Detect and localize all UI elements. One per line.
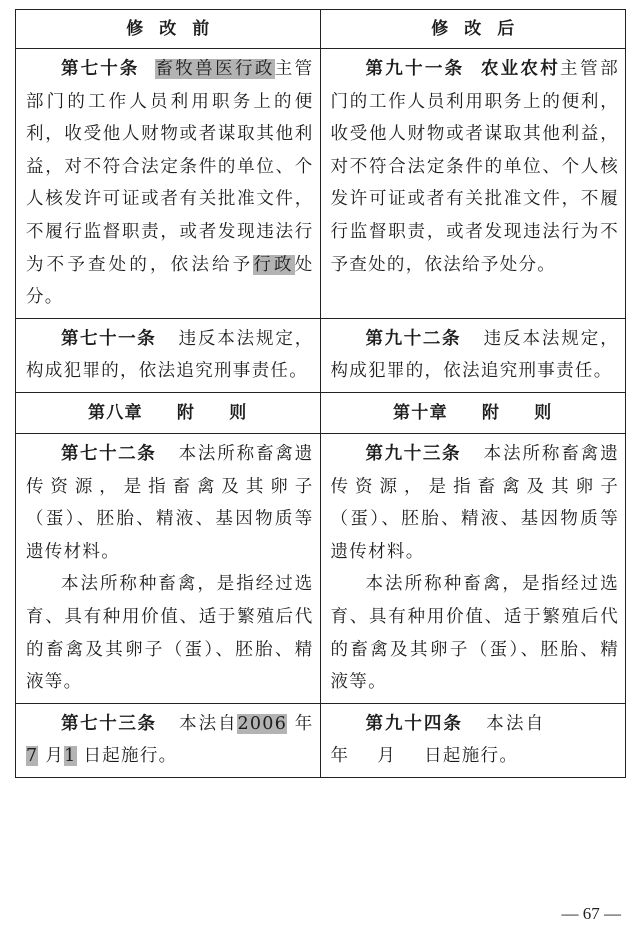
article-cell-after: 第九十一条 农业农村主管部门的工作人员利用职务上的便利，收受他人财物或者谋取其他利益，对不符合法定条件的单位、个人核发许可证或者有关批准文件，不履行监督职责，或者发现违法行为不予查处的，依法给予处分。 bbox=[330, 59, 619, 275]
chapter-heading-before: 第八章 附 则 bbox=[16, 393, 321, 433]
article-number: 第七十一条 bbox=[61, 328, 157, 349]
article-number: 第九十三条 bbox=[365, 443, 462, 464]
highlighted-text: 畜牧兽医行政 bbox=[155, 59, 275, 79]
table-header-row bbox=[16, 10, 625, 49]
paragraph: 本法所称种畜禽，是指经过选育、具有种用价值、适于繁殖后代的畜禽及其卵子（蛋）、胚胎、精液等。 bbox=[26, 574, 314, 693]
article-number: 第七十二条 bbox=[61, 443, 157, 464]
article-cell-before: 第七十三条 本法自2006 年7 月1 日起施行。 bbox=[16, 704, 321, 777]
table-row bbox=[16, 704, 625, 777]
table-row bbox=[16, 434, 625, 704]
chapter-heading-row bbox=[16, 393, 625, 434]
highlighted-day: 1 bbox=[64, 746, 77, 767]
header-after: 修改后 bbox=[431, 19, 531, 39]
highlighted-month: 7 bbox=[26, 746, 39, 767]
comparison-table bbox=[15, 9, 626, 778]
article-cell-after: 第九十三条 本法所称畜禽遗传资源，是指畜禽及其卵子（蛋）、胚胎、精液、基因物质等遗传材料。 本法所称种畜禽，是指经过选育、具有种用价值、适于繁殖后代的畜禽及其卵子（蛋）、胚胎、精液等。 bbox=[321, 434, 626, 703]
article-number: 第七十条 bbox=[61, 59, 140, 79]
article-number: 第七十三条 bbox=[61, 713, 157, 734]
article-cell-after: 第九十二条 违反本法规定，构成犯罪的，依法追究刑事责任。 bbox=[330, 328, 620, 382]
article-number: 第九十四条 bbox=[365, 713, 463, 734]
highlighted-text: 行政 bbox=[253, 254, 295, 275]
article-cell-before: 第七十一条 违反本法规定，构成犯罪的，依法追究刑事责任。 bbox=[16, 319, 321, 392]
page-number: — 67 — bbox=[561, 904, 621, 923]
header-before: 修改前 bbox=[16, 10, 321, 48]
article-cell-after: 第九十四条 本法自年 月 日起施行。 bbox=[330, 713, 546, 767]
chapter-heading-after: 第十章 附 则 bbox=[392, 402, 553, 423]
article-cell-before: 第七十条 畜牧兽医行政主管部门的工作人员利用职务上的便利，收受他人财物或者谋取其他利益，对不符合法定条件的单位、个人核发许可证或者有关批准文件，不履行监督职责，或者发现违法行为不予查处的，依法给予行政处分。 bbox=[16, 49, 321, 318]
highlighted-year: 2006 bbox=[237, 713, 288, 734]
bold-text: 农业农村 bbox=[480, 59, 560, 79]
article-cell-before: 第七十二条 本法所称畜禽遗传资源，是指畜禽及其卵子（蛋）、胚胎、精液、基因物质等遗传材料。 本法所称种畜禽，是指经过选育、具有种用价值、适于繁殖后代的畜禽及其卵子（蛋）、胚胎、精液等。 bbox=[16, 434, 321, 703]
paragraph: 本法所称种畜禽，是指经过选育、具有种用价值、适于繁殖后代的畜禽及其卵子（蛋）、胚胎、精液等。 bbox=[330, 574, 619, 693]
article-number: 第九十一条 bbox=[365, 59, 465, 79]
article-number: 第九十二条 bbox=[365, 328, 462, 349]
table-row bbox=[16, 319, 625, 393]
table-row bbox=[16, 49, 625, 319]
